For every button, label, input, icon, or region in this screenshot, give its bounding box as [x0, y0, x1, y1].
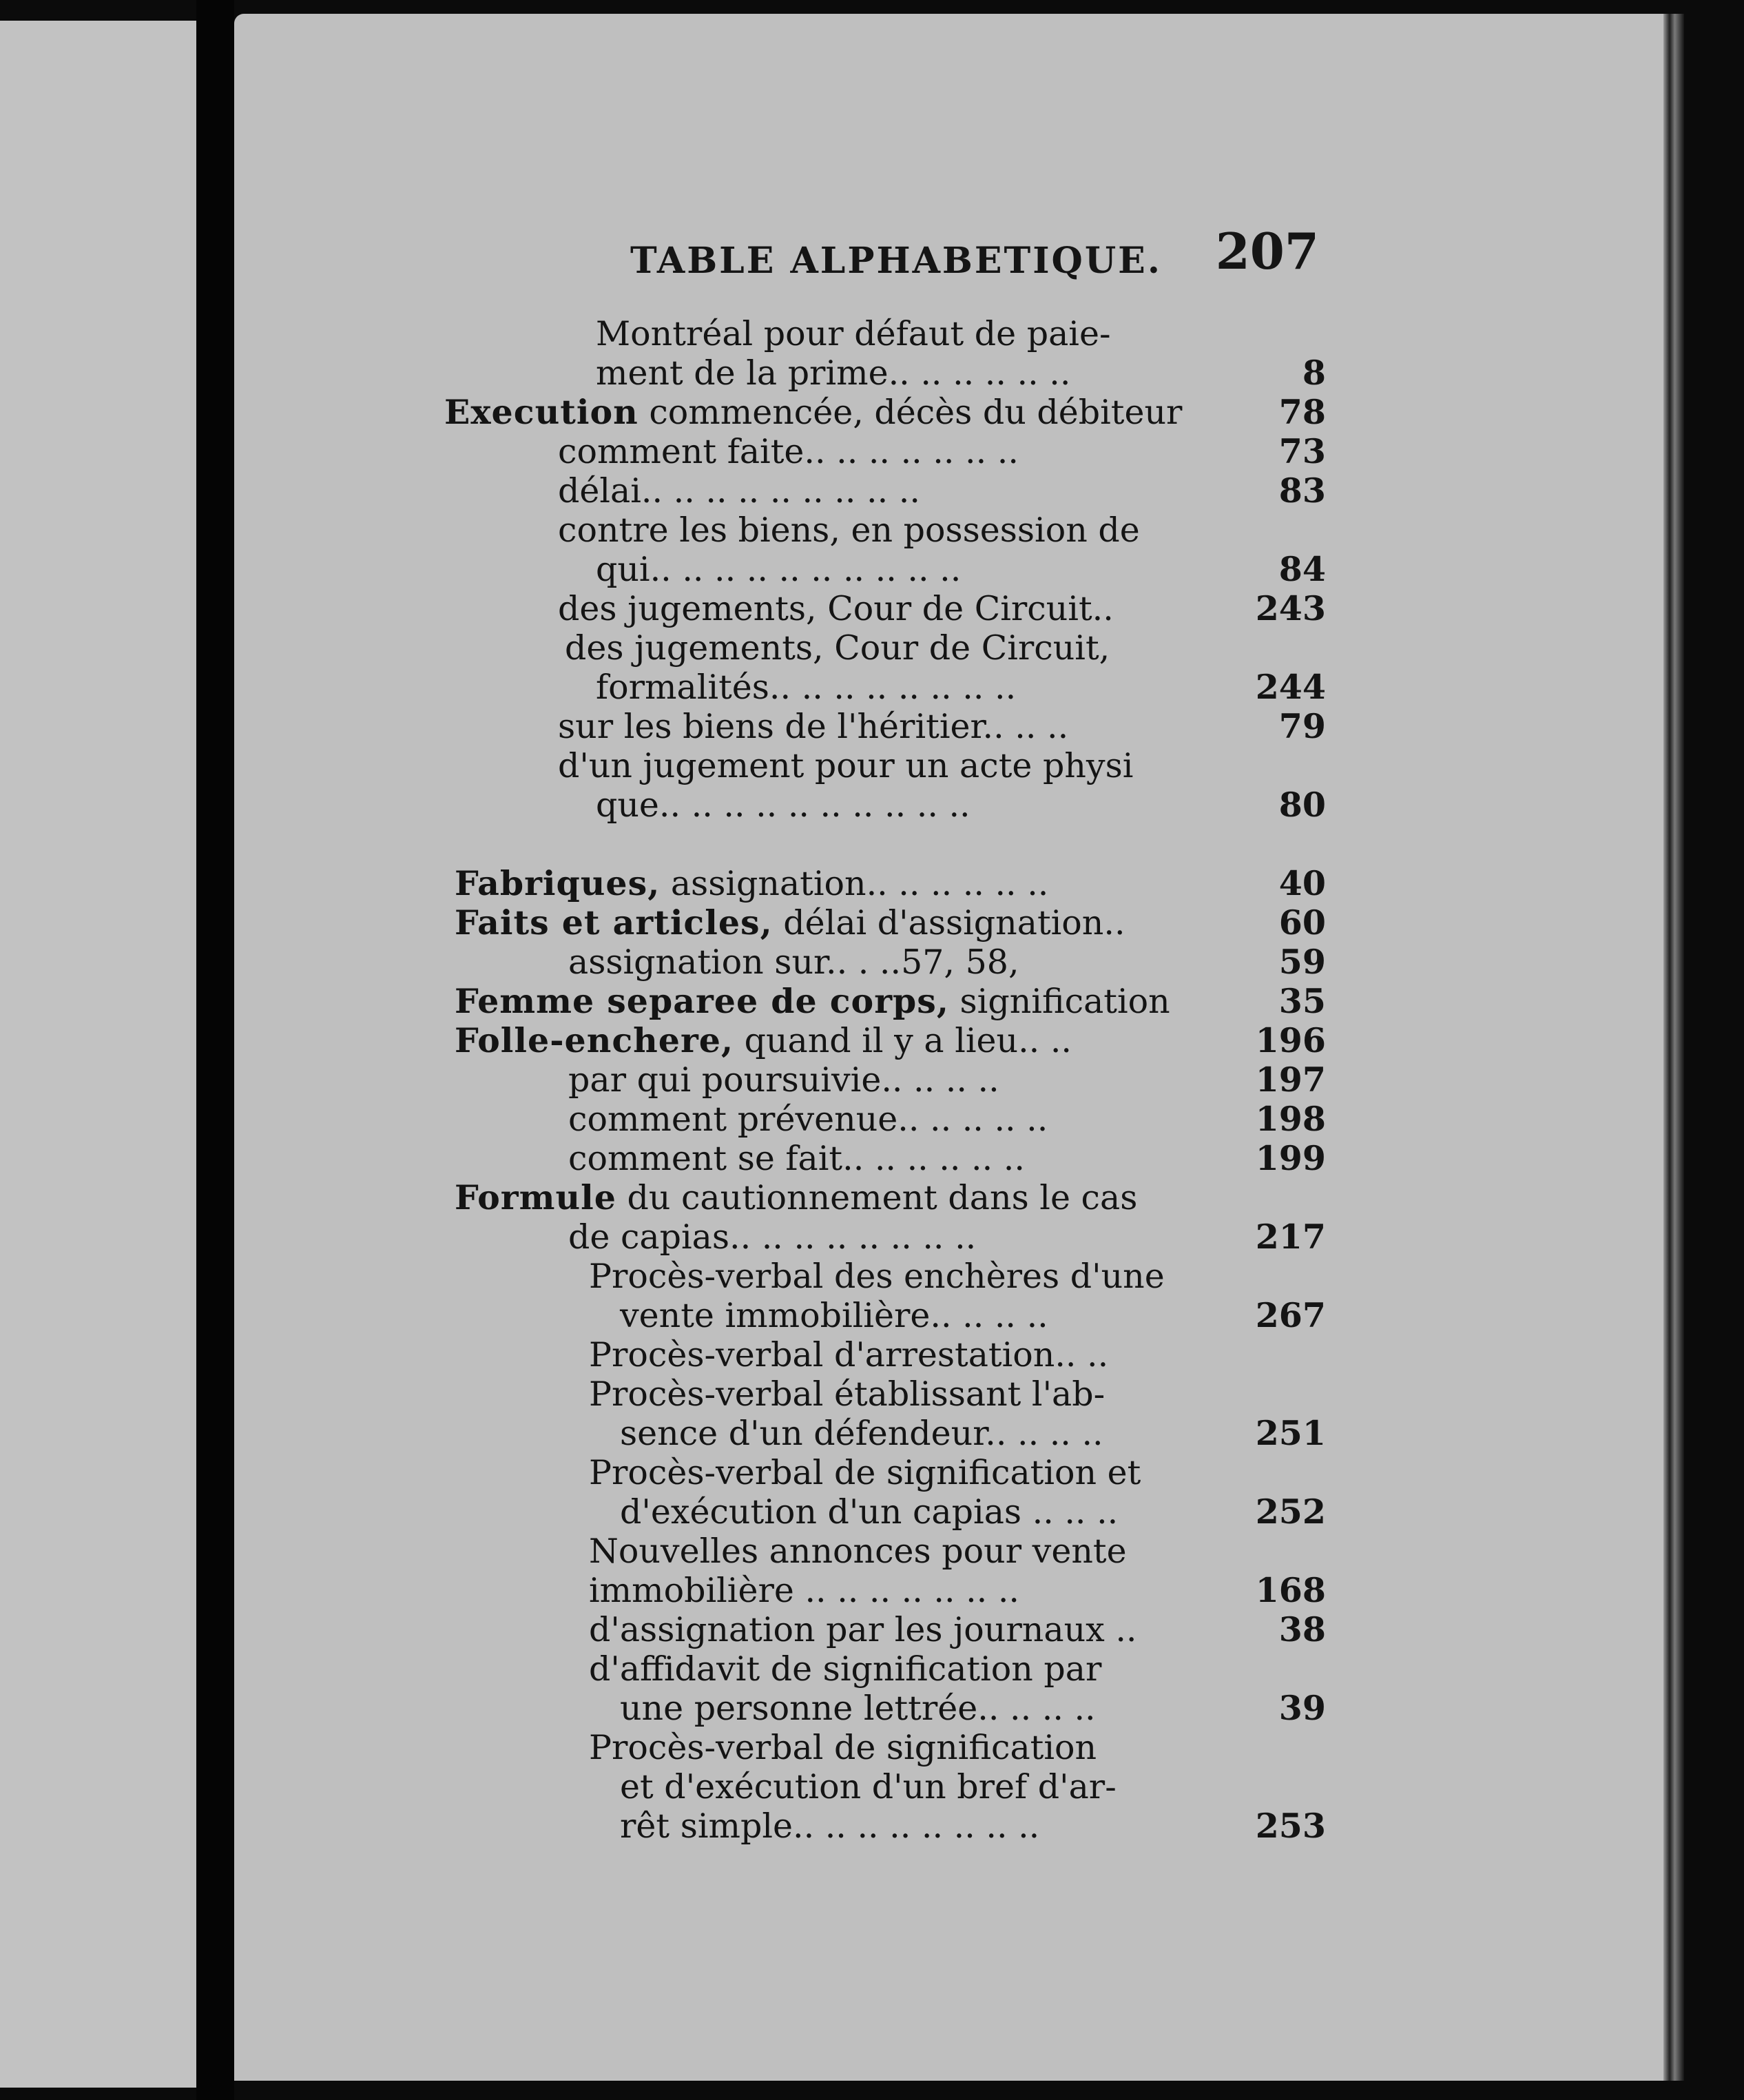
- index-entry: [427, 1217, 1326, 1257]
- index-entry: [427, 1492, 1326, 1532]
- entry-text: [620, 1492, 1118, 1532]
- index-entry: [427, 1375, 1326, 1414]
- entry-text: [558, 471, 920, 511]
- book-gutter: [196, 0, 234, 2100]
- entry-description: quand il y a lieu.. ..: [734, 1021, 1072, 1060]
- entry-text: [589, 1571, 1019, 1610]
- entry-keyword: Execution: [444, 392, 639, 432]
- entry-description: d'affidavit de signification par: [589, 1649, 1102, 1689]
- entry-page-number: 199: [1255, 1138, 1326, 1178]
- entry-description: vente immobilière.. .. .. ..: [620, 1296, 1048, 1335]
- entry-text: [596, 550, 961, 589]
- entry-page-number: 60: [1278, 903, 1326, 943]
- entry-description: qui.. .. .. .. .. .. .. .. .. ..: [596, 550, 962, 589]
- entry-description: formalités.. .. .. .. .. .. .. ..: [596, 668, 1017, 707]
- entry-page-number: 79: [1278, 706, 1326, 746]
- entry-description: délai d'assignation..: [772, 903, 1125, 943]
- index-entry: [427, 1649, 1326, 1689]
- entry-description: Montréal pour défaut de paie-: [596, 314, 1111, 353]
- entry-text: [444, 393, 1182, 432]
- index-entry: [427, 707, 1326, 746]
- entry-text: [589, 1257, 1165, 1296]
- entry-text: [589, 1649, 1101, 1689]
- facing-page: [0, 21, 196, 2088]
- entry-page-number: 59: [1278, 942, 1326, 982]
- entry-description: commencée, décès du débiteur: [638, 393, 1183, 432]
- entry-text: [568, 1139, 1025, 1178]
- index-entry: [427, 1453, 1326, 1492]
- entry-page-number: 83: [1278, 471, 1326, 511]
- entry-text: [455, 982, 1170, 1021]
- entry-description: délai.. .. .. .. .. .. .. .. ..: [558, 471, 920, 511]
- index-entry: [427, 1571, 1326, 1610]
- entry-text: [589, 1532, 1127, 1571]
- entry-description: Procès-verbal de signification: [589, 1728, 1097, 1767]
- entry-page-number: 168: [1255, 1570, 1326, 1610]
- index-entry: [427, 1257, 1326, 1296]
- page-header: [630, 222, 1319, 298]
- index-entry: [427, 903, 1326, 943]
- entry-page-number: 84: [1278, 549, 1326, 589]
- entry-text: [620, 1414, 1103, 1453]
- index-entry: [427, 511, 1326, 550]
- index-entry: [427, 314, 1326, 353]
- index-entry: [427, 864, 1326, 903]
- entry-text: [620, 1296, 1048, 1335]
- entry-keyword: Faits et articles,: [455, 903, 773, 943]
- entry-description: assignation sur.. . ..57, 58,: [568, 943, 1019, 982]
- index-entry: [427, 589, 1326, 628]
- entry-page-number: 8: [1302, 353, 1326, 393]
- entry-description: assignation.. .. .. .. .. ..: [660, 864, 1049, 903]
- entry-page-number: 267: [1255, 1295, 1326, 1335]
- entry-page-number: 38: [1278, 1609, 1326, 1649]
- entry-text: [568, 1217, 976, 1257]
- entry-description: Procès-verbal établissant l'ab-: [589, 1375, 1105, 1414]
- entry-description: contre les biens, en possession de: [558, 511, 1140, 550]
- entry-text: [568, 1100, 1048, 1139]
- entry-text: [558, 432, 1019, 471]
- index-entry: [427, 550, 1326, 589]
- entry-text: [596, 668, 1016, 707]
- entry-text: [596, 785, 970, 825]
- entry-text: [596, 353, 1070, 393]
- index-entry: [427, 471, 1326, 511]
- entry-text: [558, 511, 1140, 550]
- page-number: 207: [1215, 222, 1319, 280]
- entry-description: immobilière .. .. .. .. .. .. ..: [589, 1571, 1019, 1610]
- index-entry: [427, 785, 1326, 825]
- index-entry: [427, 668, 1326, 707]
- entry-page-number: 35: [1278, 981, 1326, 1021]
- entry-text: [568, 1060, 999, 1100]
- entry-text: [589, 1610, 1136, 1649]
- entry-text: [455, 1178, 1137, 1217]
- entry-page-number: 73: [1278, 431, 1326, 471]
- entry-text: [620, 1689, 1096, 1728]
- entry-text: [558, 707, 1068, 746]
- entry-description: que.. .. .. .. .. .. .. .. .. ..: [596, 785, 970, 825]
- index-entry: [427, 1178, 1326, 1217]
- entry-page-number: 217: [1255, 1217, 1326, 1257]
- entry-description: sence d'un défendeur.. .. .. ..: [620, 1414, 1103, 1453]
- entry-text: [558, 746, 1133, 785]
- entry-description: Procès-verbal des enchères d'une: [589, 1257, 1165, 1296]
- entry-description: comment faite.. .. .. .. .. .. ..: [558, 432, 1019, 471]
- entry-description: des jugements, Cour de Circuit..: [558, 589, 1114, 628]
- index-list: [427, 314, 1326, 1846]
- index-entry: [427, 1414, 1326, 1453]
- entry-description: d'exécution d'un capias .. .. ..: [620, 1492, 1119, 1532]
- entry-description: d'assignation par les journaux ..: [589, 1610, 1137, 1649]
- entry-page-number: 80: [1278, 785, 1326, 825]
- entry-text: [589, 1453, 1141, 1492]
- entry-text: [589, 1335, 1108, 1375]
- index-entry: [427, 432, 1326, 471]
- index-entry: [427, 943, 1326, 982]
- entry-page-number: 78: [1278, 392, 1326, 432]
- entry-page-number: 244: [1255, 667, 1326, 707]
- entry-text: [568, 943, 1019, 982]
- index-entry: [427, 1532, 1326, 1571]
- entry-text: [455, 903, 1125, 943]
- entry-keyword: Folle-enchere,: [455, 1020, 734, 1060]
- index-entry: [427, 982, 1326, 1021]
- entry-description: comment prévenue.. .. .. .. ..: [568, 1100, 1048, 1139]
- index-entry: [427, 1610, 1326, 1649]
- entry-page-number: 196: [1255, 1020, 1326, 1060]
- entry-description: Procès-verbal de signification et: [589, 1453, 1141, 1492]
- entry-page-number: 253: [1255, 1806, 1326, 1846]
- entry-text: [589, 1375, 1105, 1414]
- entry-page-number: 252: [1255, 1492, 1326, 1532]
- entry-text: [565, 628, 1110, 668]
- entry-description: sur les biens de l'héritier.. .. ..: [558, 707, 1069, 746]
- entry-description: d'un jugement pour un acte physi: [558, 746, 1134, 785]
- entry-description: ment de la prime.. .. .. .. .. ..: [596, 353, 1071, 393]
- entry-description: de capias.. .. .. .. .. .. .. ..: [568, 1217, 977, 1257]
- index-entry: [427, 1689, 1326, 1728]
- entry-description: une personne lettrée.. .. .. ..: [620, 1689, 1096, 1728]
- entry-text: [558, 589, 1114, 628]
- entry-description: par qui poursuivie.. .. .. ..: [568, 1060, 999, 1100]
- entry-page-number: 243: [1255, 588, 1326, 628]
- index-entry: [427, 1335, 1326, 1375]
- entry-description: signification: [948, 982, 1170, 1021]
- index-entry: [427, 746, 1326, 785]
- entry-description: rêt simple.. .. .. .. .. .. .. ..: [620, 1806, 1040, 1846]
- index-entry: [427, 1021, 1326, 1060]
- index-entry: [427, 353, 1326, 393]
- entry-page-number: 198: [1255, 1099, 1326, 1139]
- entry-page-number: 39: [1278, 1688, 1326, 1728]
- entry-description: Procès-verbal d'arrestation.. ..: [589, 1335, 1109, 1375]
- index-entry: [427, 1139, 1326, 1178]
- index-entry: [427, 1100, 1326, 1139]
- index-entry: [427, 1728, 1326, 1767]
- entry-description: du cautionnement dans le cas: [616, 1178, 1138, 1217]
- entry-keyword: Fabriques,: [455, 863, 661, 903]
- page-edge: [1663, 14, 1684, 2081]
- entry-text: [620, 1806, 1039, 1846]
- entry-description: et d'exécution d'un bref d'ar-: [620, 1767, 1117, 1806]
- entry-page-number: 40: [1278, 863, 1326, 903]
- entry-page-number: 251: [1255, 1413, 1326, 1453]
- entry-text: [455, 1021, 1072, 1060]
- entry-description: Nouvelles annonces pour vente: [589, 1532, 1127, 1571]
- entry-text: [589, 1728, 1097, 1767]
- entry-text: [596, 314, 1111, 353]
- entry-text: [620, 1767, 1117, 1806]
- entry-page-number: 197: [1255, 1060, 1326, 1100]
- index-entry: [427, 1296, 1326, 1335]
- entry-description: des jugements, Cour de Circuit,: [565, 628, 1110, 668]
- entry-description: comment se fait.. .. .. .. .. ..: [568, 1139, 1025, 1178]
- index-entry: [427, 1767, 1326, 1806]
- running-title: TABLE ALPHABETIQUE.: [630, 240, 1162, 282]
- index-entry: [427, 628, 1326, 668]
- index-entry: [427, 1060, 1326, 1100]
- entry-text: [455, 864, 1048, 903]
- entry-keyword: Femme separee de corps,: [455, 981, 949, 1021]
- index-entry: [427, 1806, 1326, 1846]
- entry-keyword: Formule: [455, 1177, 616, 1217]
- index-entry: [427, 393, 1326, 432]
